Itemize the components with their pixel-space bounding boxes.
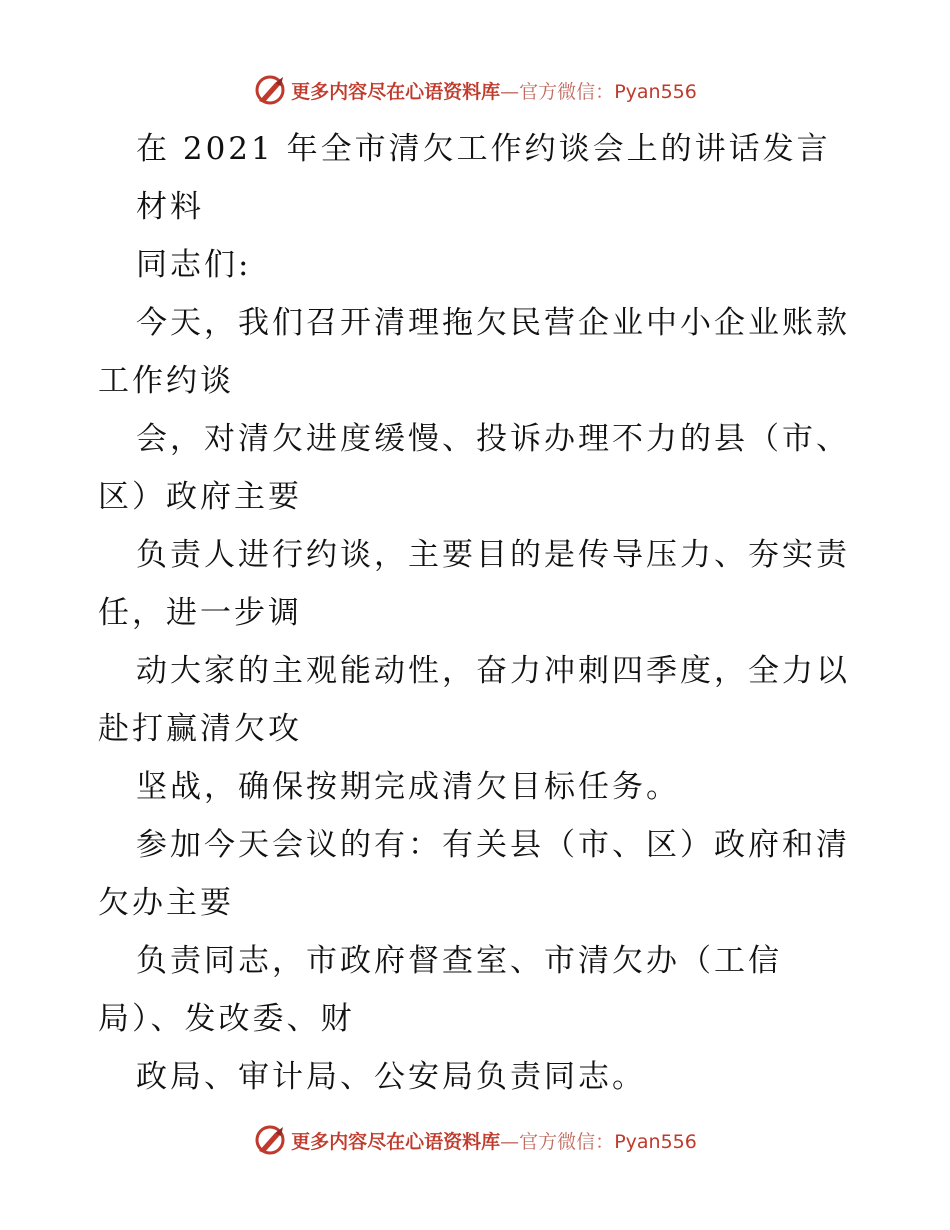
watermark-dash: — [500,80,520,103]
watermark-sub: 官方微信： [519,80,615,103]
watermark-id: Pyan556 [614,1130,697,1153]
watermark-sub: 官方微信： [519,1130,615,1153]
paragraph-line: 政局、审计局、公安局负责同志。 [136,1059,646,1095]
pen-logo-icon [253,73,287,107]
paragraph-line: 工作约谈 [98,363,234,399]
paragraph-line: 动大家的主观能动性，奋力冲刺四季度，全力以 [136,653,850,689]
watermark-main: 更多内容尽在心语资料库 [291,1130,501,1153]
pen-logo-icon [253,1123,287,1157]
paragraph-line: 赴打赢清欠攻 [98,711,302,747]
salutation: 同志们: [136,247,252,283]
paragraph-line: 局）、发改委、财 [98,1001,355,1037]
watermark-text [291,77,697,104]
watermark-main: 更多内容尽在心语资料库 [291,80,501,103]
paragraph-line: 区）政府主要 [98,479,302,515]
watermark-banner-bottom [0,1120,950,1160]
paragraph-line: 任，进一步调 [98,595,302,631]
watermark-text [291,1127,697,1154]
paragraph-line: 负责同志，市政府督查室、市清欠办（工信 [136,943,782,979]
paragraph-line: 负责人进行约谈，主要目的是传导压力、夯实责 [136,537,850,573]
doc-title-line-2: 材料 [136,189,204,225]
paragraph-line: 欠办主要 [98,885,234,921]
paragraph-line: 坚战，确保按期完成清欠目标任务。 [136,769,680,805]
paragraph-line: 会，对清欠进度缓慢、投诉办理不力的县（市、 [136,421,850,457]
doc-title-line-1: 在 2021 年全市清欠工作约谈会上的讲话发言 [136,131,831,167]
paragraph-line: 今天，我们召开清理拖欠民营企业中小企业账款 [136,305,850,341]
watermark-banner-top [0,70,950,110]
paragraph-line: 参加今天会议的有：有关县（市、区）政府和清 [136,827,850,863]
watermark-dash: — [500,1130,520,1153]
watermark-id: Pyan556 [614,80,697,103]
